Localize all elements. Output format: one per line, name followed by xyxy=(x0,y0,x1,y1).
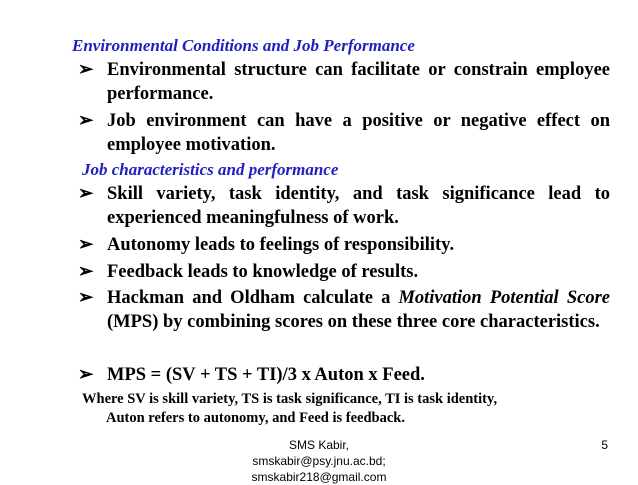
footer-email-1: smskabir@psy.jnu.ac.bd; xyxy=(252,454,386,468)
arrow-bullet-icon: ➢ xyxy=(78,111,94,131)
bullet-environmental-structure xyxy=(78,59,610,106)
arrow-bullet-icon: ➢ xyxy=(78,365,94,385)
bullet-text: Job environment can have a positive or negative effect on employee motivation. xyxy=(107,111,610,155)
hackman-emphasis: Motivation Potential Score xyxy=(398,288,610,308)
arrow-bullet-icon: ➢ xyxy=(78,235,94,255)
bullet-text: Autonomy leads to feelings of responsibility. xyxy=(107,235,455,255)
bullet-hackman-oldham xyxy=(78,287,610,334)
bullet-skill-variety xyxy=(78,183,610,230)
footer-author: SMS Kabir, xyxy=(288,438,350,452)
bullet-mps-formula xyxy=(78,364,610,388)
arrow-bullet-icon: ➢ xyxy=(78,262,94,282)
bullet-feedback xyxy=(78,261,610,285)
page-number: 5 xyxy=(601,438,608,452)
arrow-bullet-icon: ➢ xyxy=(78,288,94,308)
arrow-bullet-icon: ➢ xyxy=(78,60,94,80)
abbreviation-note xyxy=(82,390,609,428)
note-line-2: Auton refers to autonomy, and Feed is feedback. xyxy=(106,410,405,426)
section-heading-job-characteristics: Job characteristics and performance xyxy=(82,160,339,179)
hackman-text-before: Hackman and Oldham calculate a xyxy=(107,288,399,308)
bullet-text: Feedback leads to knowledge of results. xyxy=(107,262,419,282)
bullet-job-environment xyxy=(78,110,610,157)
bullet-text: Environmental structure can facilitate or constrain employee performance. xyxy=(107,60,610,104)
bullet-autonomy xyxy=(78,234,610,258)
footer-email-2: smskabir218@gmail.com xyxy=(251,470,387,484)
section-heading-environment: Environmental Conditions and Job Performance xyxy=(72,36,415,55)
bullet-text: Skill variety, task identity, and task significance lead to experienced meaningfulness of work. xyxy=(107,184,610,228)
hackman-text-after: (MPS) by combining scores on these three core characteristics. xyxy=(107,311,600,332)
note-line-1: Where SV is skill variety, TS is task significance, TI is task identity, xyxy=(82,391,498,407)
formula-text: MPS = (SV + TS + TI)/3 x Auton x Feed. xyxy=(107,365,425,385)
bullet-text xyxy=(107,287,610,334)
arrow-bullet-icon: ➢ xyxy=(78,184,94,204)
